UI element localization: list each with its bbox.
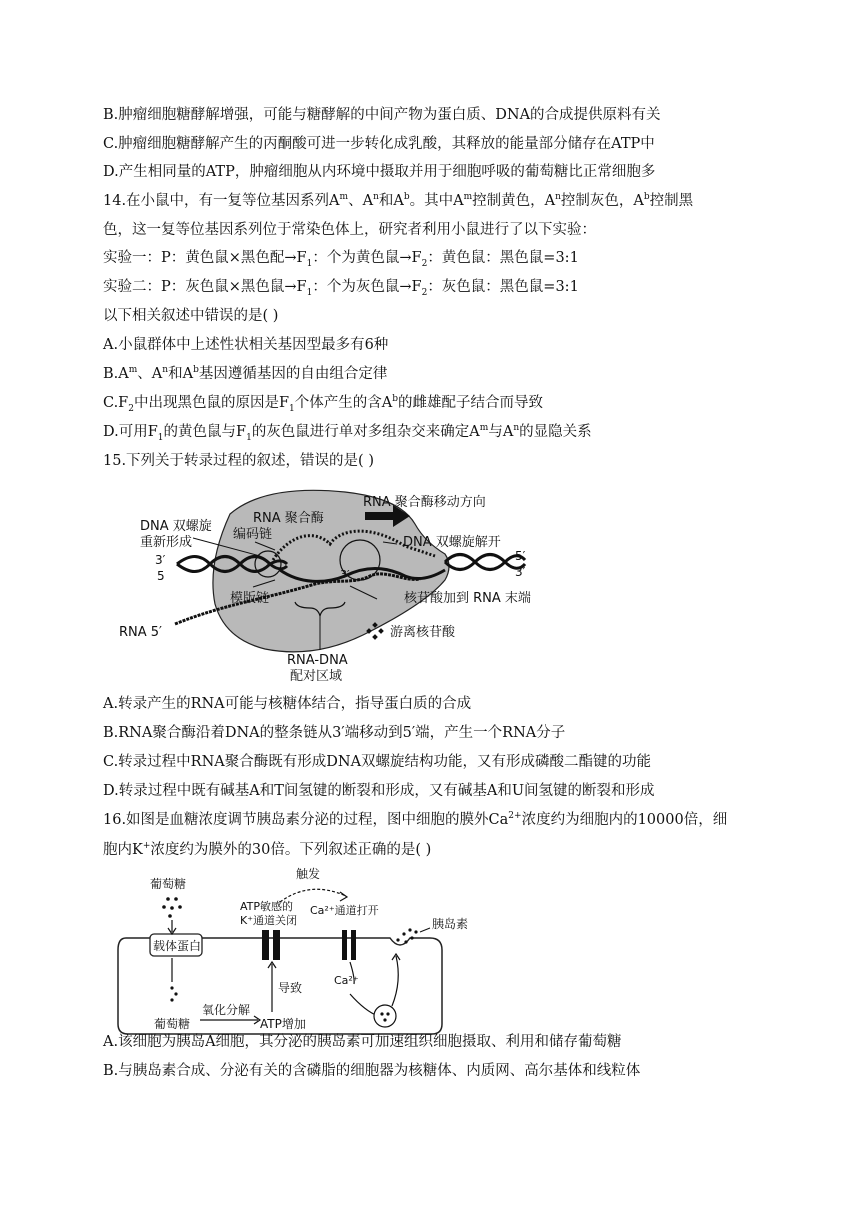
option-a-q14: A.小鼠群体中上述性状相关基因型最多有6种: [103, 337, 389, 353]
label-dna-reform-2: 重新形成: [140, 535, 193, 550]
experiment-1: 实验一：P：黄色鼠×黑色配$\to F_1$：个为黄色鼠$\to F_2$：黄色鼠：黑色鼠=3:1: [103, 250, 579, 269]
question-15: 15.下列关于转录过程的叙述，错误的是( ): [103, 453, 374, 469]
label-lead: 导致: [278, 981, 303, 995]
label-katp-2: K⁺通道关闭: [240, 914, 298, 927]
label-unwind: DNA 双螺旋解开: [403, 535, 501, 550]
label-atp-increase: ATP增加: [260, 1017, 306, 1031]
option-c-q15: C.转录过程中RNA聚合酶既有形成DNA双螺旋结构功能，又有形成磷酸二酯键的功能: [103, 754, 652, 770]
option-b-q15: B.RNA聚合酶沿着DNA的整条链从3′端移动到5′端，产生一个RNA分子: [103, 725, 566, 741]
label-carrier: 载体蛋白: [153, 939, 202, 953]
label-katp-1: ATP敏感的: [240, 900, 294, 913]
option-d-q14: D.可用$F_1$的黄色鼠与$F_1$的灰色鼠进行单对多组杂交来确定$A^m$与$A^n$的显隐关系: [103, 423, 592, 443]
arrow-vesicle: [392, 956, 398, 1006]
label-add-nucleotide: 核苷酸加到 RNA 末端: [404, 591, 531, 606]
label-mid-3: 3′: [340, 568, 350, 581]
label-pairing-1: RNA-DNA: [287, 653, 348, 668]
glucose-inside-dots-icon: [170, 986, 177, 1001]
question-16-line2: 胞内K+浓度约为膜外的30倍。下列叙述正确的是( ): [103, 841, 432, 858]
option-c-q14: $C.F_2$中出现黑色鼠的原因是$F_1$个体产生的含$A^b$的雌雄配子结合而导致: [103, 394, 544, 414]
insulin-dots-icon: [396, 928, 417, 943]
label-right-5: 5′: [515, 549, 526, 563]
insulin-secretion-figure: [110, 866, 470, 1046]
option-b-q14: $B.A^m$、$A^n$和$A^b$基因遵循基因的自由组合定律: [103, 365, 388, 382]
option-d-q15: D.转录过程中既有碱基A和T间氢键的断裂和形成，又有碱基A和U间氢键的断裂和形成: [103, 783, 655, 799]
option-c-q13: C.肿瘤细胞糖酵解产生的丙酮酸可进一步转化成乳酸，其释放的能量部分储存在ATP中: [103, 136, 655, 152]
label-ca: Ca²⁺: [334, 974, 359, 987]
arrow-ca: [350, 962, 378, 1016]
label-left-3: 3′: [155, 553, 166, 567]
label-ca-open: Ca²⁺通道打开: [310, 904, 379, 917]
k-channel-icon: [262, 930, 280, 960]
option-a-q15: A.转录产生的RNA可能与核糖体结合，指导蛋白质的合成: [103, 696, 472, 712]
label-right-3: 3′: [515, 565, 526, 579]
ca-channel-icon: [342, 930, 356, 960]
option-d-q13: D.产生相同量的ATP，肿瘤细胞从内环境中摄取并用于细胞呼吸的葡萄糖比正常细胞多: [103, 164, 656, 180]
label-trigger: 触发: [296, 867, 321, 881]
label-rna5: RNA 5′: [119, 625, 163, 640]
question-16-line1: 16.如图是血糖浓度调节胰岛素分泌的过程，图中细胞的膜外$Ca^{2+}$浓度约为细胞内的10000倍，细: [103, 811, 728, 828]
label-oxidize: 氧化分解: [202, 1003, 251, 1017]
label-free-nucleotide: 游离核苷酸: [390, 625, 456, 640]
question-14-line1: 14.在小鼠中，有一复等位基因系列$A^m$、$A^n$和$A^b$。其中$A^m$控制黄色，$A^n$控制灰色，$A^b$控制黑: [103, 192, 694, 209]
option-b-q16: B.与胰岛素合成、分泌有关的含磷脂的细胞器为核糖体、内质网、高尔基体和线粒体: [103, 1063, 641, 1079]
label-coding-strand: 编码链: [233, 527, 273, 542]
option-b-q13: B.肿瘤细胞糖酵解增强，可能与糖酵解的中间产物为蛋白质、DNA的合成提供原料有关: [103, 107, 661, 123]
label-glucose-outside: 葡萄糖: [150, 877, 187, 891]
glucose-dots-icon: [162, 897, 182, 918]
label-left-5: 5: [157, 569, 165, 583]
label-direction: RNA 聚合酶移动方向: [363, 495, 486, 510]
vesicle: [374, 1005, 396, 1027]
experiment-2: 实验二：P：灰色鼠×黑色鼠$\to F_1$：个为灰色鼠$\to F_2$：灰色鼠：黑色鼠=3:1: [103, 279, 579, 298]
label-template: 模版链: [230, 591, 270, 606]
transcription-figure: [115, 484, 655, 684]
label-pairing-2: 配对区域: [290, 669, 343, 684]
label-rna-polymerase: RNA 聚合酶: [253, 511, 324, 526]
option-a-q16: A.该细胞为胰岛A细胞，其分泌的胰岛素可加速组织细胞摄取、利用和储存葡萄糖: [103, 1034, 622, 1050]
question-14-stem: 以下相关叙述中错误的是( ): [103, 308, 279, 324]
question-14-line2: 色，这一复等位基因系列位于常染色体上，研究者利用小鼠进行了以下实验：: [103, 222, 596, 238]
label-glucose-inside: 葡萄糖: [154, 1017, 191, 1031]
label-dna-reform-1: DNA 双螺旋: [140, 519, 212, 534]
label-insulin: 胰岛素: [432, 917, 469, 931]
